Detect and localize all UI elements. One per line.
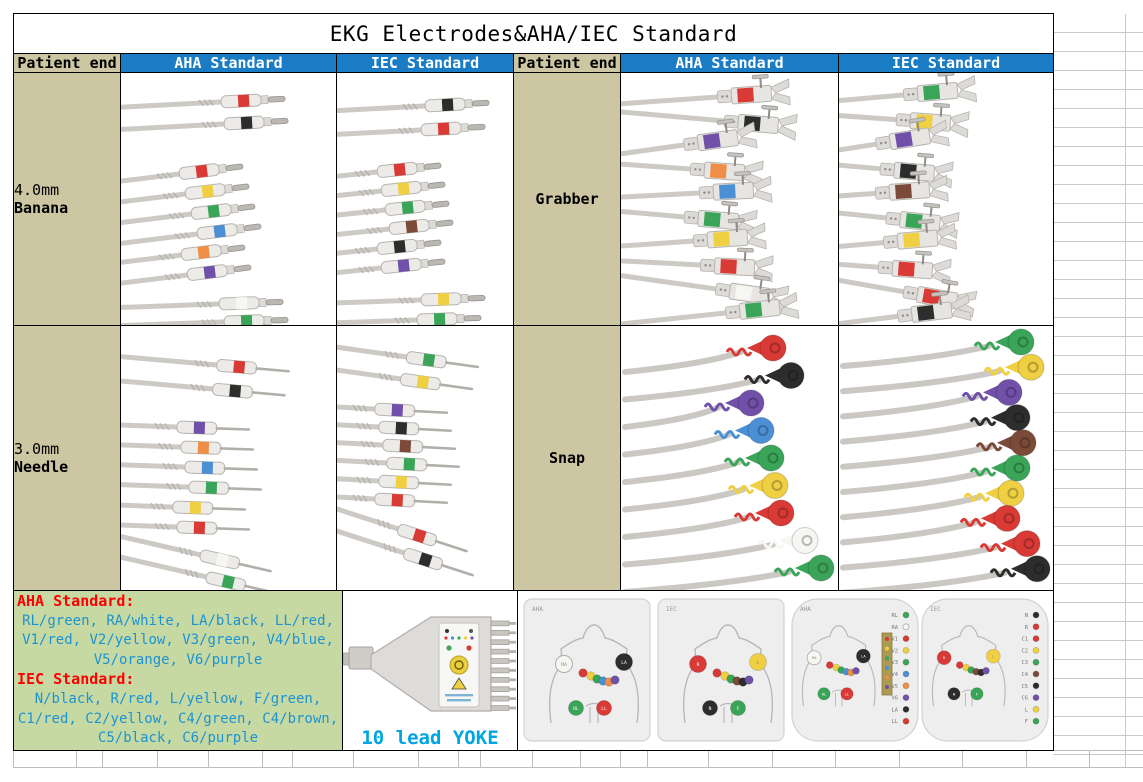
cell-snap-aha[interactable] bbox=[620, 325, 839, 591]
iec-standard-title: IEC Standard: bbox=[17, 670, 135, 689]
header-patient-end-right[interactable]: Patient end bbox=[513, 53, 621, 73]
cell-label-grabber[interactable] bbox=[513, 72, 621, 326]
empty-grid-cell[interactable] bbox=[263, 750, 293, 768]
svg-text:C3: C3 bbox=[1021, 660, 1028, 667]
empty-grid-cell[interactable] bbox=[459, 750, 481, 768]
svg-text:C6: C6 bbox=[1021, 695, 1028, 702]
svg-text:LL: LL bbox=[891, 719, 898, 726]
empty-grid-cell[interactable] bbox=[419, 750, 459, 768]
cell-grabber-iec[interactable] bbox=[838, 72, 1054, 326]
empty-grid-cell[interactable] bbox=[1090, 750, 1143, 768]
header-iec-left[interactable]: IEC Standard bbox=[336, 53, 514, 73]
svg-text:C1: C1 bbox=[1021, 636, 1028, 643]
svg-text:C4: C4 bbox=[1021, 672, 1028, 678]
spreadsheet-grid-right-divider bbox=[1125, 14, 1126, 767]
label-grabber: Grabber bbox=[535, 190, 599, 208]
cell-banana-iec[interactable] bbox=[336, 72, 514, 326]
aha-standard-title: AHA Standard: bbox=[17, 592, 135, 610]
svg-text:IEC: IEC bbox=[930, 606, 941, 613]
cell-needle-iec[interactable] bbox=[336, 325, 514, 591]
svg-text:V6: V6 bbox=[891, 695, 898, 702]
empty-grid-cell[interactable] bbox=[709, 750, 773, 768]
svg-text:LL: LL bbox=[844, 692, 850, 697]
svg-text:V4: V4 bbox=[891, 672, 898, 678]
svg-text:N: N bbox=[952, 692, 956, 697]
svg-text:F: F bbox=[1024, 719, 1028, 726]
svg-text:IEC: IEC bbox=[666, 606, 677, 613]
grabber-iec-image bbox=[839, 73, 1053, 325]
svg-text:LA: LA bbox=[891, 707, 898, 714]
empty-grid-cell[interactable] bbox=[481, 750, 533, 768]
empty-grid-cell[interactable] bbox=[158, 750, 209, 768]
cell-needle-aha[interactable] bbox=[120, 325, 337, 591]
svg-text:RA: RA bbox=[891, 624, 898, 631]
iec-line-1: N/black, R/red, L/yellow, F/green, bbox=[34, 690, 322, 707]
header-iec-right[interactable]: IEC Standard bbox=[838, 53, 1054, 73]
empty-grid-cell[interactable] bbox=[354, 750, 419, 768]
svg-text:F: F bbox=[736, 706, 740, 712]
svg-text:V2: V2 bbox=[891, 648, 898, 655]
empty-grid-cell[interactable] bbox=[103, 750, 158, 768]
spreadsheet-grid-bottom-row bbox=[13, 750, 1143, 768]
svg-text:R: R bbox=[942, 656, 946, 661]
svg-text:RA: RA bbox=[561, 662, 567, 668]
label-snap: Snap bbox=[548, 449, 586, 467]
cell-label-banana[interactable] bbox=[13, 72, 121, 326]
banana-aha-image bbox=[121, 73, 336, 325]
yoke-image bbox=[343, 591, 517, 729]
svg-text:N: N bbox=[708, 706, 712, 712]
placement-diagrams-image bbox=[518, 591, 1053, 750]
svg-text:RA: RA bbox=[811, 656, 817, 661]
aha-line-2: V1/red, V2/yellow, V3/green, V4/blue, bbox=[22, 632, 334, 649]
svg-text:L: L bbox=[1024, 707, 1028, 714]
cell-label-needle[interactable] bbox=[13, 325, 121, 591]
svg-text:R: R bbox=[1024, 624, 1028, 631]
svg-text:V3: V3 bbox=[891, 660, 898, 667]
svg-text:RL: RL bbox=[573, 706, 579, 712]
cell-placement-diagrams[interactable] bbox=[517, 590, 1054, 751]
iec-line-2: C1/red, C2/yellow, C4/green, C4/brown, bbox=[17, 710, 339, 727]
svg-text:F: F bbox=[975, 692, 979, 697]
empty-grid-cell[interactable] bbox=[14, 750, 77, 768]
empty-grid-cell[interactable] bbox=[836, 750, 900, 768]
svg-text:V5: V5 bbox=[891, 683, 898, 690]
cell-standards-notes[interactable] bbox=[13, 590, 343, 751]
header-aha-right[interactable]: AHA Standard bbox=[620, 53, 839, 73]
svg-text:N: N bbox=[1024, 613, 1028, 619]
cell-snap-iec[interactable] bbox=[838, 325, 1054, 591]
cell-banana-aha[interactable] bbox=[120, 72, 337, 326]
svg-text:LL: LL bbox=[601, 706, 607, 712]
iec-line-3: C5/black, C6/purple bbox=[97, 730, 259, 747]
svg-text:AHA: AHA bbox=[800, 606, 811, 613]
svg-text:AHA: AHA bbox=[532, 606, 543, 613]
empty-grid-cell[interactable] bbox=[1027, 750, 1090, 768]
empty-grid-cell[interactable] bbox=[900, 750, 963, 768]
empty-grid-cell[interactable] bbox=[648, 750, 709, 768]
svg-text:L: L bbox=[992, 654, 995, 659]
empty-grid-cell[interactable] bbox=[209, 750, 263, 768]
header-patient-end-left[interactable]: Patient end bbox=[13, 53, 121, 73]
snap-aha-image bbox=[621, 326, 838, 590]
header-aha-left[interactable]: AHA Standard bbox=[120, 53, 337, 73]
svg-text:L: L bbox=[756, 660, 760, 666]
needle-aha-image bbox=[121, 326, 336, 590]
svg-text:LA: LA bbox=[861, 654, 866, 659]
cell-yoke[interactable] bbox=[342, 590, 518, 751]
svg-text:RL: RL bbox=[821, 692, 827, 697]
svg-text:C2: C2 bbox=[1021, 648, 1028, 655]
aha-line-3: V5/orange, V6/purple bbox=[93, 651, 263, 668]
label-banana: 4.0mm Banana bbox=[14, 181, 69, 217]
snap-iec-image bbox=[839, 326, 1053, 590]
cell-label-snap[interactable] bbox=[513, 325, 621, 591]
aha-line-1: RL/green, RA/white, LA/black, LL/red, bbox=[22, 612, 334, 629]
needle-iec-image bbox=[337, 326, 513, 590]
empty-grid-cell[interactable] bbox=[621, 750, 648, 768]
svg-text:RL: RL bbox=[891, 613, 898, 619]
page-title: EKG Electrodes&AHA/IEC Standard bbox=[329, 21, 738, 46]
empty-grid-cell[interactable] bbox=[773, 750, 836, 768]
svg-text:V1: V1 bbox=[891, 636, 898, 643]
svg-text:LA: LA bbox=[621, 660, 627, 666]
svg-text:C5: C5 bbox=[1021, 683, 1028, 690]
empty-grid-cell[interactable] bbox=[581, 750, 621, 768]
banana-iec-image bbox=[337, 73, 513, 325]
table-title-cell[interactable] bbox=[13, 13, 1054, 54]
empty-grid-cell[interactable] bbox=[77, 750, 103, 768]
spreadsheet-grid-right bbox=[1053, 14, 1143, 767]
yoke-label: 10 lead YOKE bbox=[361, 727, 499, 749]
cell-grabber-aha[interactable] bbox=[620, 72, 839, 326]
empty-grid-cell[interactable] bbox=[293, 750, 354, 768]
svg-text:R: R bbox=[696, 662, 700, 668]
label-needle: 3.0mm Needle bbox=[14, 440, 69, 476]
empty-grid-cell[interactable] bbox=[533, 750, 581, 768]
empty-grid-cell[interactable] bbox=[963, 750, 1027, 768]
grabber-aha-image bbox=[621, 73, 838, 325]
